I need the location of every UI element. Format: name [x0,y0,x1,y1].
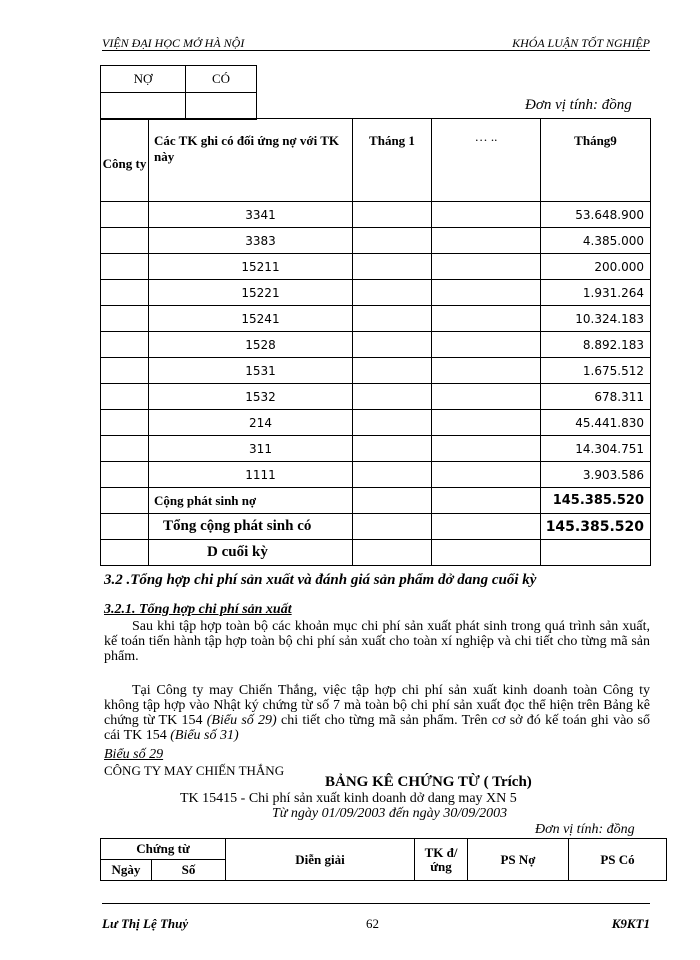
col-company: Công ty [101,119,149,202]
paragraph-2: Tại Công ty may Chiến Thắng, việc tập hợp chi phí sản xuất kinh doanh toàn Công ty không tập hợp vào Nhật ký chứng từ số 7 mà toàn bộ chi phí sản xuất đọc thể hiện trên Bảng kê chứng từ TK 154 (Biểu số 29) chi tiết cho từng mã sản phẩm. Trên cơ sở đó kế toán ghi vào sổ cái TK 154 (Biểu số 31) [104,683,650,743]
table-row [101,358,651,384]
table-row [101,280,651,306]
account-code: 1531 [149,358,353,384]
col-chungtu: Chứng từ [101,839,226,860]
table-row [101,202,651,228]
total-co-value: 145.385.520 [541,514,651,540]
amount-value: 45.441.830 [541,410,651,436]
end-balance-label: D cuối kỳ [149,540,353,566]
paragraph-1: Sau khi tập hợp toàn bộ các khoản mục chi phí sản xuất phát sinh trong quá trình sản xuất, kế toán tiến hành tập hợp toàn bộ chi phí sản xuất cho toàn xí nghiệp và chi tiết cho từng mã sản phẩm. [104,619,650,664]
table-row [101,462,651,488]
co-cell: CÓ [186,66,257,93]
col-so: Số [152,860,226,881]
account-code: 3341 [149,202,353,228]
table-row [101,410,651,436]
amount-value: 4.385.000 [541,228,651,254]
footer-class: K9KT1 [611,916,650,931]
amount-value: 678.311 [541,384,651,410]
page-footer [102,903,650,931]
ledger-table [100,118,651,566]
account-code: 15241 [149,306,353,332]
header-right: KHÓA LUẬN TỐT NGHIỆP [512,36,650,50]
col-psno: PS Nợ [468,839,569,881]
total-no-label: Cộng phát sinh nợ [149,488,353,514]
col-month9: Tháng9 [541,119,651,202]
amount-value: 10.324.183 [541,306,651,332]
section-title: 3.2 .Tổng hợp chi phí sản xuất và đánh giá sản phẩm dở dang cuối kỳ [104,572,537,588]
bieu-label: Biểu số 29 [104,747,164,762]
footer-author: Lư Thị Lệ Thuỷ [102,916,189,931]
account-code: 15221 [149,280,353,306]
table-row [101,332,651,358]
bk-date-range: Từ ngày 01/09/2003 đến ngày 30/09/2003 [272,806,508,821]
amount-value: 1.675.512 [541,358,651,384]
table-row [101,228,651,254]
amount-value: 8.892.183 [541,332,651,358]
amount-value: 3.903.586 [541,462,651,488]
account-code: 15211 [149,254,353,280]
voucher-table [100,838,667,881]
total-no-value: 145.385.520 [541,488,651,514]
header-left: VIỆN ĐẠI HỌC MỞ HÀ NỘI [102,36,245,50]
table-row [101,384,651,410]
account-code: 1532 [149,384,353,410]
bk-subtitle: TK 15415 - Chi phí sản xuất kinh doanh dở dang may XN 5 [180,791,517,806]
table-row [101,436,651,462]
col-psco: PS Có [569,839,667,881]
col-diengiai: Diễn giải [226,839,415,881]
amount-value: 200.000 [541,254,651,280]
amount-value: 1.931.264 [541,280,651,306]
unit-label-2: Đơn vị tính: đồng [535,822,635,837]
account-code: 311 [149,436,353,462]
page-number: 62 [366,916,379,931]
company-name: CÔNG TY MAY CHIẾN THẮNG [104,763,285,778]
amount-value: 53.648.900 [541,202,651,228]
col-dots: … .. [432,119,541,202]
col-month1: Tháng 1 [353,119,432,202]
account-code: 1528 [149,332,353,358]
no-cell: NỢ [101,66,186,93]
col-tk: TK đ/ứng [415,839,468,881]
account-code: 3383 [149,228,353,254]
unit-label: Đơn vị tính: đồng [525,97,632,113]
table-row [101,254,651,280]
page-header [102,36,650,51]
account-code: 1111 [149,462,353,488]
account-code: 214 [149,410,353,436]
col-accounts: Các TK ghi có đối ứng nợ với TK này [149,119,353,202]
amount-value: 14.304.751 [541,436,651,462]
table-row [101,306,651,332]
subsection-title: 3.2.1. Tổng hợp chi phí sản xuất [104,602,292,617]
no-co-table [100,65,257,120]
total-co-label: Tổng cộng phát sinh có [149,514,353,540]
bk-title: BẢNG KÊ CHỨNG TỪ ( Trích) [325,774,532,790]
col-ngay: Ngày [101,860,152,881]
